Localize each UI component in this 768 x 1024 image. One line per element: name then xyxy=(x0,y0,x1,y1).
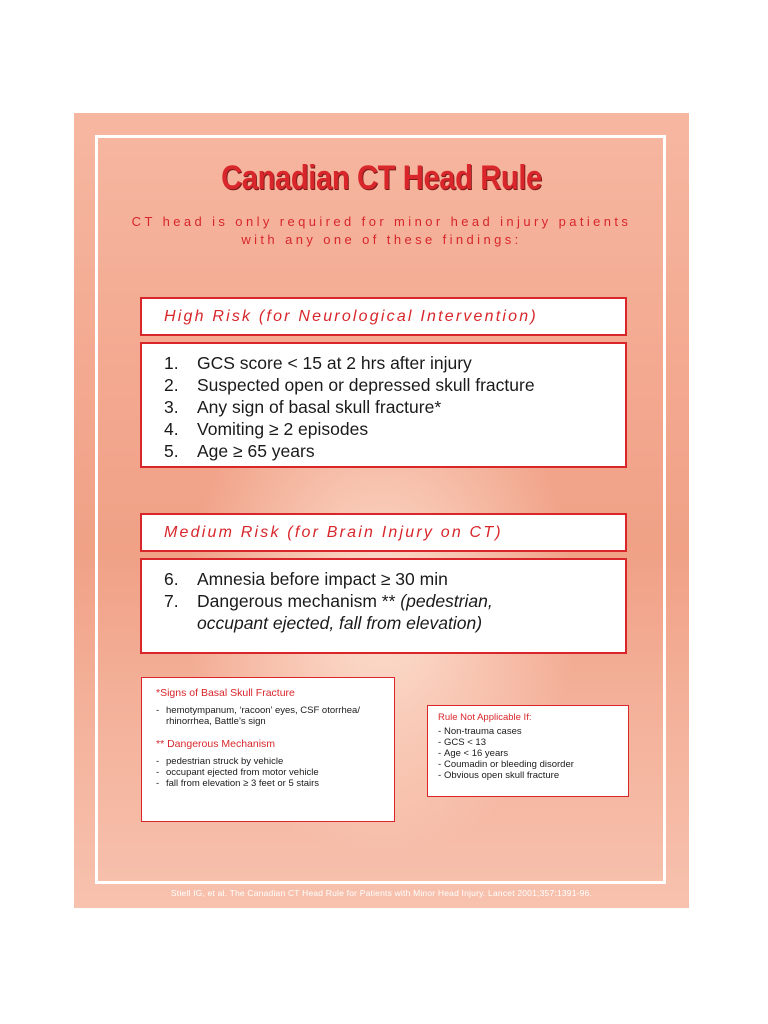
item-text: Obvious open skull fracture xyxy=(444,770,560,781)
item-number: 2. xyxy=(164,375,179,395)
list-item xyxy=(164,418,625,440)
high-risk-list xyxy=(164,352,625,462)
basal-signs-heading: *Signs of Basal Skull Fracture xyxy=(156,687,295,699)
item-number: 3. xyxy=(164,397,179,417)
item-text-main: Dangerous mechanism ** xyxy=(197,591,401,611)
item-text: Vomiting ≥ 2 episodes xyxy=(197,419,369,439)
item-text-italic-line2: occupant ejected, fall from elevation) xyxy=(197,613,483,633)
item-text: rhinorrhea, Battle’s sign xyxy=(166,716,266,727)
citation: Stiell IG, et al. The Canadian CT Head Rule for Patients with Minor Head Injury. Lancet 2001;357:1391-96. xyxy=(170,888,593,898)
item-number: 5. xyxy=(164,441,179,461)
list-item xyxy=(164,440,625,462)
item-number: 6. xyxy=(164,569,179,589)
item-text: Age ≥ 65 years xyxy=(197,441,315,461)
item-number: 4. xyxy=(164,419,179,439)
item-text: Any sign of basal skull fracture* xyxy=(197,397,442,417)
not-applicable-heading: Rule Not Applicable If: xyxy=(438,712,532,723)
item-text: fall from elevation ≥ 3 feet or 5 stairs xyxy=(166,778,320,789)
item-text-italic: (pedestrian, xyxy=(400,591,493,611)
list-item xyxy=(164,374,625,396)
list-item xyxy=(164,590,625,612)
medium-risk-section xyxy=(140,513,627,654)
list-item xyxy=(164,568,625,590)
list-item: - fall from elevation ≥ 3 feet or 5 stairs xyxy=(156,778,320,789)
footnotes-box xyxy=(141,677,395,822)
item-text: Non-trauma cases xyxy=(444,726,522,737)
item-text: Amnesia before impact ≥ 30 min xyxy=(197,569,448,589)
item-text: Suspected open or depressed skull fracture xyxy=(197,375,535,395)
list-item: - Obvious open skull fracture xyxy=(438,770,560,781)
list-item: - hemotympanum, ‘racoon’ eyes, CSF otorrhea/ xyxy=(156,705,360,716)
item-text: Coumadin or bleeding disorder xyxy=(444,759,574,770)
item-number: 1. xyxy=(164,353,179,373)
list-item: - occupant ejected from motor vehicle xyxy=(156,767,319,778)
subtitle-line-2: with any one of these findings: xyxy=(241,232,522,247)
list-item: - pedestrian struck by vehicle xyxy=(156,756,284,767)
item-text: Age < 16 years xyxy=(444,748,509,759)
medium-risk-heading: Medium Risk (for Brain Injury on CT) xyxy=(140,513,627,552)
medium-risk-list xyxy=(164,568,625,634)
list-item: - Non-trauma cases xyxy=(438,726,522,737)
item-text: GCS score < 15 at 2 hrs after injury xyxy=(197,353,472,373)
high-risk-list-box xyxy=(140,342,627,468)
item-text: GCS < 13 xyxy=(444,737,486,748)
poster xyxy=(74,113,689,908)
item-text: hemotympanum, ‘racoon’ eyes, CSF otorrhea/ xyxy=(166,705,360,716)
item-number: 7. xyxy=(164,591,179,611)
medium-risk-list-box xyxy=(140,558,627,654)
item-text: pedestrian struck by vehicle xyxy=(166,756,284,767)
high-risk-section xyxy=(140,297,627,468)
subtitle-line-1: CT head is only required for minor head injury patients xyxy=(131,214,632,229)
list-item: - Coumadin or bleeding disorder xyxy=(438,759,574,770)
subtitle xyxy=(114,213,649,249)
not-applicable-box xyxy=(427,705,629,797)
dangerous-mechanism-heading: ** Dangerous Mechanism xyxy=(156,738,276,750)
list-item xyxy=(156,716,394,727)
item-text: occupant ejected from motor vehicle xyxy=(166,767,319,778)
list-item-continuation xyxy=(164,612,625,634)
list-item xyxy=(164,396,625,418)
dangerous-mechanism-list xyxy=(156,756,394,789)
list-item xyxy=(164,352,625,374)
high-risk-heading: High Risk (for Neurological Intervention) xyxy=(140,297,627,336)
page-title: Canadian CT Head Rule xyxy=(221,159,542,197)
not-applicable-list xyxy=(438,726,628,781)
item-text xyxy=(197,590,493,612)
list-item: - GCS < 13 xyxy=(438,737,486,748)
list-item: - Age < 16 years xyxy=(438,748,509,759)
basal-signs-list xyxy=(156,705,394,727)
